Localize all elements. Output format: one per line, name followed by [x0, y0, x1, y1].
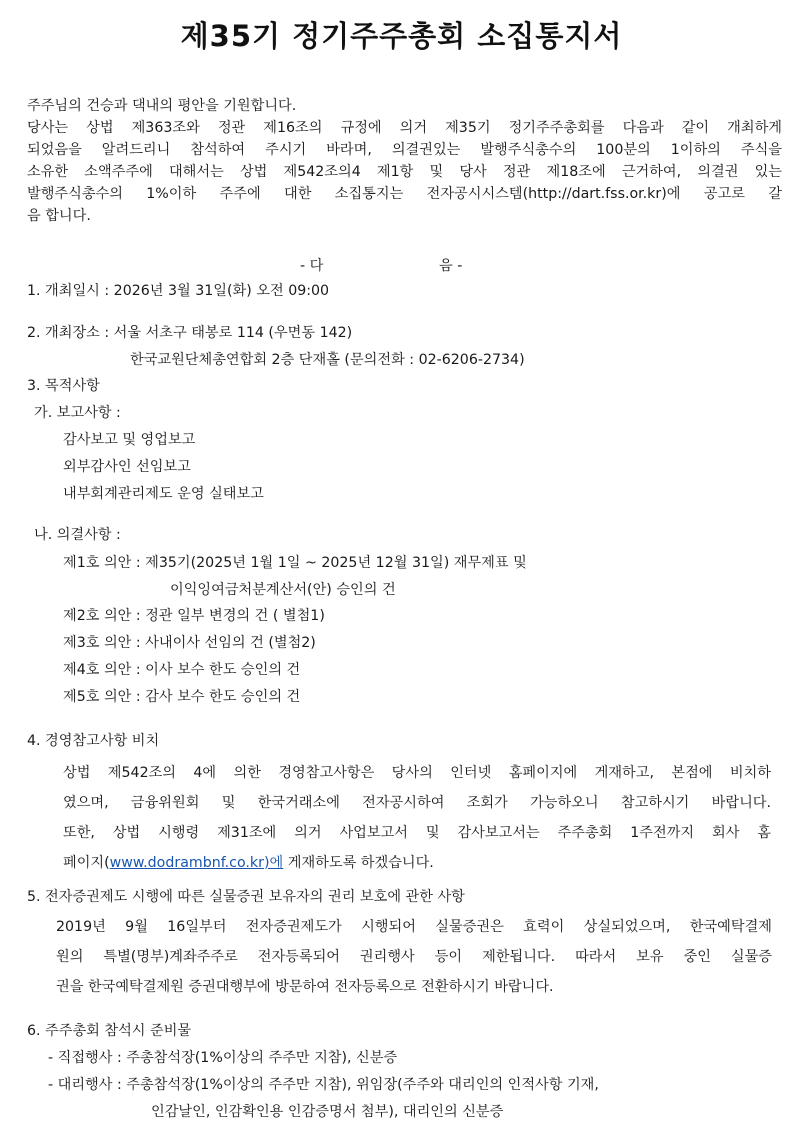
resolution-item: 제2호 의안 : 정관 일부 변경의 건 ( 별첨1) — [63, 608, 325, 624]
item1-meeting-datetime: 1. 개최일시 : 2026년 3월 31일(화) 오전 09:00 — [27, 283, 330, 299]
intro-line-4: 발행주식총수의 1%이하 주주에 대한 소집통지는 전자공시시스템(http://dart.fss.or.kr)에 공고로 갈 — [27, 186, 782, 202]
item4-line-2: 였으며, 금융위원회 및 한국거래소에 전자공시하여 조회가 가능하오니 참고하시기 바랍니다. — [63, 795, 771, 811]
greeting-line: 주주님의 건승과 댁내의 평안을 기원합니다. — [27, 98, 297, 114]
item2-place-line2: 한국교원단체총연합회 2층 단재홀 (문의전화 : 02-6206-2734) — [130, 352, 525, 368]
resolution-item: 제4호 의안 : 이사 보수 한도 승인의 건 — [63, 662, 301, 678]
report-item: 내부회계관리제도 운영 실태보고 — [63, 486, 264, 502]
item4-line-4 — [63, 848, 771, 878]
report-item: 감사보고 및 영업보고 — [63, 432, 196, 448]
report-heading: 가. 보고사항 : — [34, 405, 121, 421]
resolution-heading: 나. 의결사항 : — [34, 527, 121, 543]
item4-line-3: 또한, 상법 시행령 제31조에 의거 사업보고서 및 감사보고서는 주주총회 1주전까지 회사 홈 — [63, 825, 771, 841]
homepage-link[interactable]: www.dodrambnf.co.kr — [109, 855, 264, 871]
heading-da: - 다 — [300, 258, 324, 274]
resolution-item: 제1호 의안 : 제35기(2025년 1월 1일 ~ 2025년 12월 31일) 재무제표 및 — [63, 555, 527, 571]
item5-heading: 5. 전자증권제도 시행에 따른 실물증권 보유자의 권리 보호에 관한 사항 — [27, 889, 465, 905]
item6-heading: 6. 주주총회 참석시 준비물 — [27, 1023, 192, 1039]
homepage-link-close: )에 — [263, 855, 284, 871]
report-item: 외부감사인 선임보고 — [63, 459, 191, 475]
proxy-attendance-items: - 대리행사 : 주총참석장(1%이상의 주주만 지참), 위임장(주주와 대리인의 인적사항 기재, — [48, 1077, 599, 1093]
item3-heading: 3. 목적사항 — [27, 378, 100, 394]
item5-line-2: 원의 특별(명부)계좌주주로 전자등록되어 권리행사 등이 제한됩니다. 따라서 보유 중인 실물증 — [56, 949, 772, 965]
intro-line-5: 음 합니다. — [27, 208, 91, 224]
resolution-item: 제3호 의안 : 사내이사 선임의 건 (별첨2) — [63, 635, 316, 651]
resolution-item-continued: 이익잉여금처분계산서(안) 승인의 건 — [170, 582, 396, 598]
item5-line-3: 권을 한국예탁결제원 증권대행부에 방문하여 전자등록으로 전환하시기 바랍니다. — [56, 979, 554, 995]
item5-paragraph — [56, 912, 772, 1002]
intro-line-3: 소유한 소액주주에 대해서는 상법 제542조의4 제1항 및 당사 정관 제18조에 근거하여, 의결권 있는 — [27, 164, 782, 180]
item2-meeting-place: 2. 개최장소 : 서울 서초구 태봉로 114 (우면동 142) — [27, 325, 353, 341]
item4-line-4-prefix: 페이지( — [63, 855, 110, 871]
intro-line-2: 되었음을 알려드리니 참석하여 주시기 바라며, 의결권있는 발행주식총수의 100분의 1이하의 주식을 — [27, 142, 782, 158]
direct-attendance-items: - 직접행사 : 주총참석장(1%이상의 주주만 지참), 신분증 — [48, 1050, 398, 1066]
resolution-item: 제5호 의안 : 감사 보수 한도 승인의 건 — [63, 689, 301, 705]
item4-heading: 4. 경영참고사항 비치 — [27, 733, 160, 749]
intro-line-1: 당사는 상법 제363조와 정관 제16조의 규정에 의거 제35기 정기주주총회를 다음과 같이 개최하게 — [27, 120, 782, 136]
proxy-attendance-items-continued: 인감날인, 인감확인용 인감증명서 첨부), 대리인의 신분증 — [151, 1104, 504, 1120]
item4-paragraph — [63, 758, 771, 878]
item4-line-4-suffix: 게재하도록 하겠습니다. — [283, 855, 434, 871]
document-title: 제35기 정기주주총회 소집통지서 — [180, 19, 623, 53]
intro-paragraph — [27, 95, 782, 227]
item5-line-1: 2019년 9월 16일부터 전자증권제도가 시행되어 실물증권은 효력이 상실되었으며, 한국예탁결제 — [56, 919, 772, 935]
heading-eum: 음 - — [439, 258, 463, 274]
item4-line-1: 상법 제542조의 4에 의한 경영참고사항은 당사의 인터넷 홈페이지에 게재하고, 본점에 비치하 — [63, 765, 771, 781]
